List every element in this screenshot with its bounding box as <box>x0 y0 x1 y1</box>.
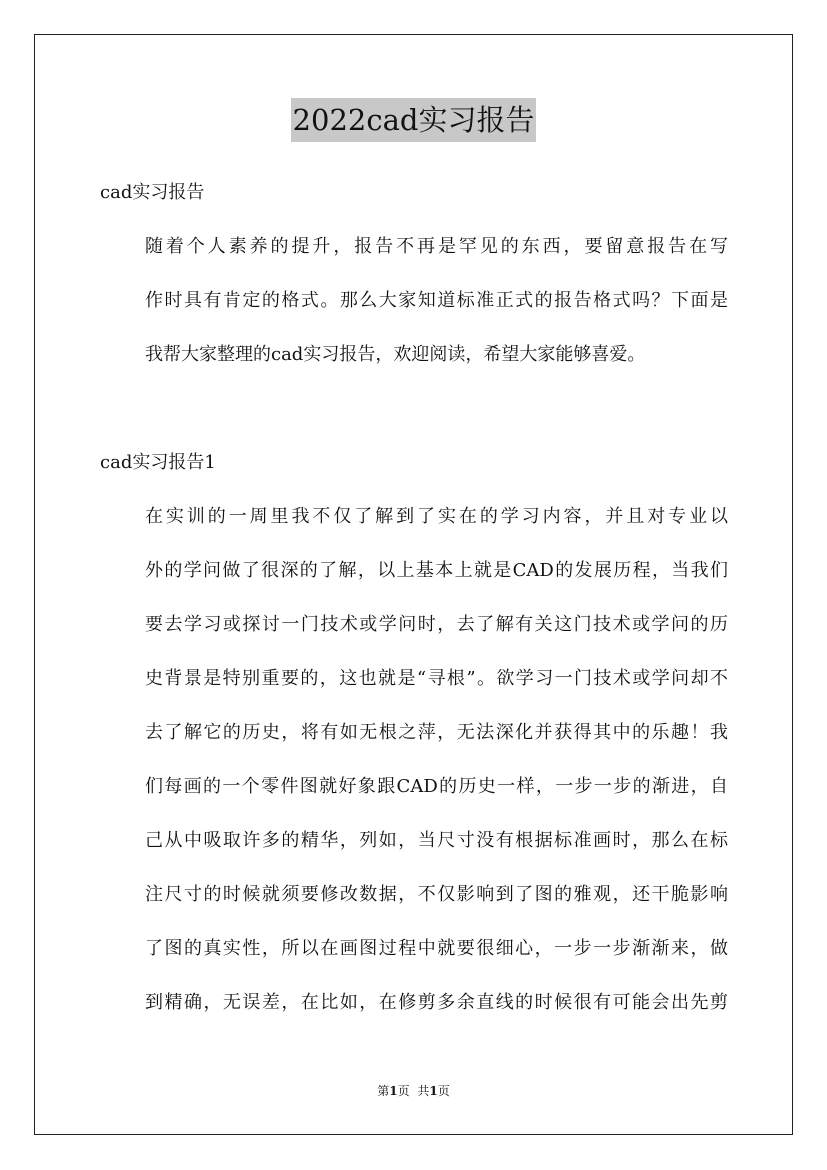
paragraph-line: 到精确，无误差，在比如，在修剪多余直线的时候很有可能会出先剪 <box>145 992 728 1013</box>
section1-paragraph <box>100 490 728 1030</box>
document-body <box>100 166 728 1030</box>
intro-heading: cad实习报告 <box>100 182 205 203</box>
paragraph-line: 我帮大家整理的cad实习报告，欢迎阅读，希望大家能够喜爱。 <box>145 344 646 365</box>
paragraph-line: 随着个人素养的提升，报告不再是罕见的东西，要留意报告在写 <box>145 236 728 257</box>
paragraph-line: 去了解它的历史，将有如无根之萍，无法深化并获得其中的乐趣！我 <box>145 722 728 743</box>
paragraph-gap <box>100 382 728 436</box>
footer-page-suffix: 页 <box>397 1084 410 1098</box>
paragraph-line: 在实训的一周里我不仅了解到了实在的学习内容，并且对专业以 <box>145 506 728 527</box>
page-footer <box>0 1082 827 1100</box>
title-wrap <box>0 98 827 142</box>
footer-page-prefix: 第 <box>377 1084 390 1098</box>
paragraph-line: 了图的真实性，所以在画图过程中就要很细心，一步一步渐渐来，做 <box>145 938 728 959</box>
paragraph-line: 外的学问做了很深的了解，以上基本上就是CAD的发展历程，当我们 <box>145 560 728 581</box>
footer-page-number: 1 <box>389 1084 398 1098</box>
footer-total-prefix: 共 <box>417 1084 430 1098</box>
footer-total-suffix: 页 <box>437 1084 450 1098</box>
paragraph-line: 要去学习或探讨一门技术或学问时，去了解有关这门技术或学问的历 <box>145 614 728 635</box>
section1-heading: cad实习报告1 <box>100 452 216 473</box>
paragraph-line: 己从中吸取许多的精华，列如，当尺寸没有根据标准画时，那么在标 <box>145 830 728 851</box>
paragraph-line: 们每画的一个零件图就好象跟CAD的历史一样，一步一步的渐进，自 <box>145 776 728 797</box>
document-title: 2022cad实习报告 <box>291 98 537 142</box>
paragraph-line: 作时具有肯定的格式。那么大家知道标准正式的报告格式吗？下面是 <box>145 290 728 311</box>
intro-paragraph <box>100 220 728 382</box>
paragraph-line: 史背景是特别重要的，这也就是“寻根”。欲学习一门技术或学问却不 <box>145 668 728 689</box>
footer-total-number: 1 <box>429 1084 438 1098</box>
paragraph-line: 注尺寸的时候就须要修改数据，不仅影响到了图的雅观，还干脆影响 <box>145 884 728 905</box>
